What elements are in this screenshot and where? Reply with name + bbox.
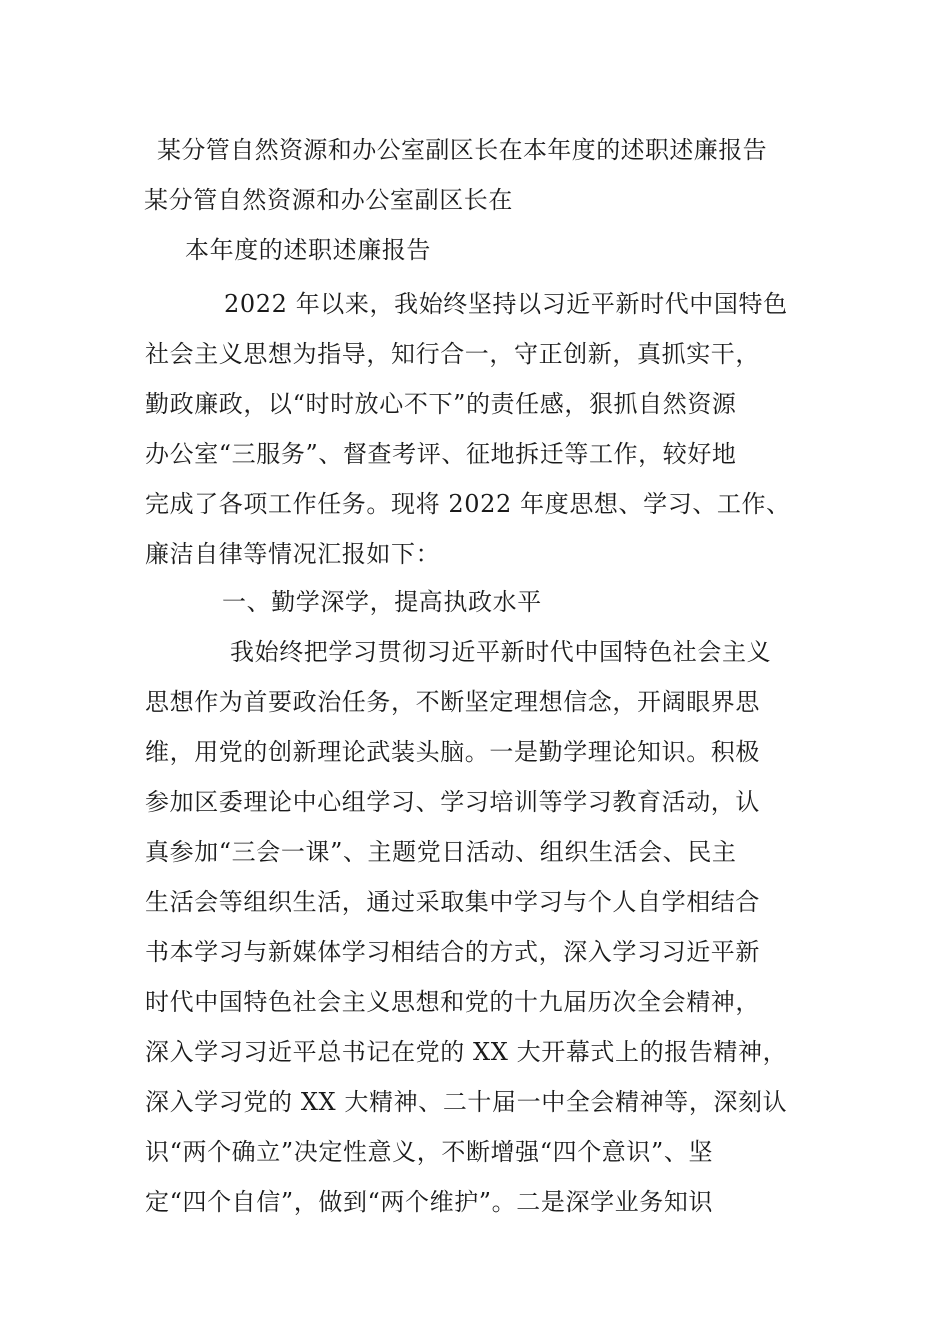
intro-paragraph-line: 社会主义思想为指导，知行合一，守正创新，真抓实干， — [145, 340, 760, 368]
section-paragraph-line: 深入学习习近平总书记在党的 XX 大开幕式上的报告精神， — [145, 1038, 788, 1066]
section-paragraph-line: 我始终把学习贯彻习近平新时代中国特色社会主义 — [230, 638, 772, 666]
section-paragraph-line: 思想作为首要政治任务，不断坚定理想信念，开阔眼界思 — [145, 688, 760, 716]
intro-paragraph-line: 办公室“三服务”、督查考评、征地拆迁等工作，较好地 — [145, 440, 737, 468]
intro-paragraph-line: 2022 年以来，我始终坚持以习近平新时代中国特色 — [224, 290, 788, 318]
section-paragraph-line: 书本学习与新媒体学习相结合的方式，深入学习习近平新 — [145, 938, 760, 966]
section-paragraph-line: 定“四个自信”，做到“两个维护”。二是深学业务知识 — [145, 1188, 714, 1216]
section-paragraph-line: 参加区委理论中心组学习、学习培训等学习教育活动，认 — [145, 788, 760, 816]
report-heading-line-2: 本年度的述职述廉报告 — [185, 236, 431, 264]
intro-paragraph-line: 勤政廉政，以“时时放心不下”的责任感，狠抓自然资源 — [145, 390, 737, 418]
section-paragraph-line: 真参加“三会一课”、主题党日活动、组织生活会、民主 — [145, 838, 737, 866]
section-paragraph-line: 维，用党的创新理论武装头脑。一是勤学理论知识。积极 — [145, 738, 760, 766]
section-paragraph-line: 生活会等组织生活，通过采取集中学习与个人自学相结合 — [145, 888, 760, 916]
section-paragraph-line: 时代中国特色社会主义思想和党的十九届历次全会精神， — [145, 988, 760, 1016]
intro-paragraph-line: 廉洁自律等情况汇报如下： — [145, 540, 441, 568]
report-heading-line-1: 某分管自然资源和办公室副区长在 — [144, 186, 513, 214]
intro-paragraph-line: 完成了各项工作任务。现将 2022 年度思想、学习、工作、 — [145, 490, 791, 518]
section-heading: 一、勤学深学，提高执政水平 — [222, 588, 542, 616]
section-paragraph-line: 深入学习党的 XX 大精神、二十届一中全会精神等，深刻认 — [145, 1088, 788, 1116]
document-title: 某分管自然资源和办公室副区长在本年度的述职述廉报告 — [157, 136, 767, 164]
section-paragraph-line: 识“两个确立”决定性意义，不断增强“四个意识”、坚 — [145, 1138, 714, 1166]
